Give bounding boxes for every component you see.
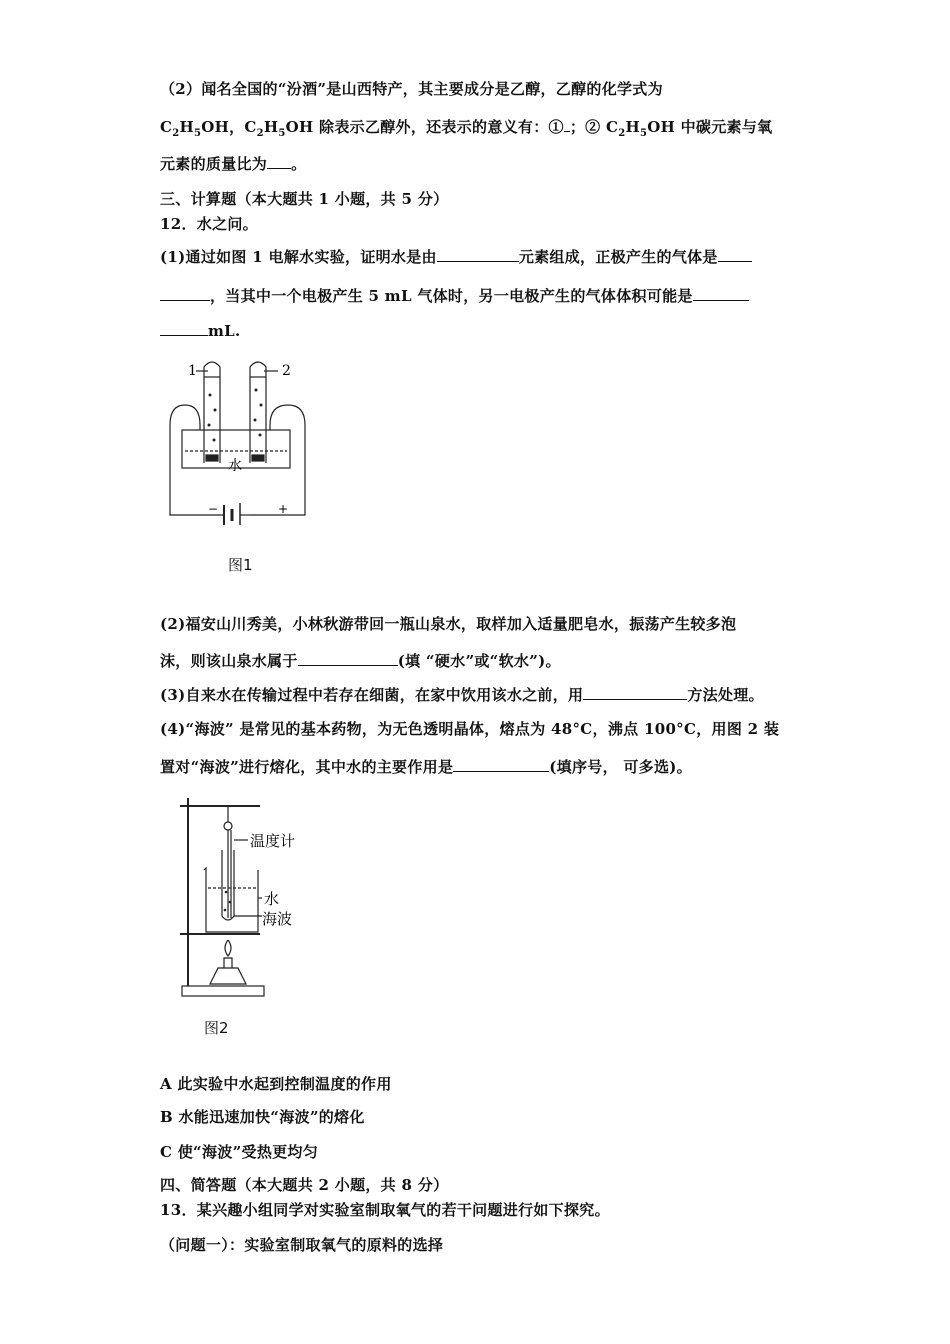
fig2-thermometer-label: 温度计 (250, 832, 296, 850)
option-b: B 水能迅速加快“海波”的熔化 (160, 1108, 365, 1126)
figure-2-heating-apparatus (170, 792, 310, 1002)
fig1-label-2: 2 (282, 363, 291, 379)
q11-2-line3: 元素的质量比为 。 (160, 155, 307, 173)
section4-title: 四、简答题（本大题共 2 小题，共 8 分） (160, 1176, 449, 1194)
q12-p2-line2: 沫，则该山泉水属于 (填 “硬水”或“软水”)。 (160, 652, 561, 670)
q12-p4-line1: (4)“海波” 是常见的基本药物，为无色透明晶体，熔点为 48°C，沸点 100°C，用图 2 装 (160, 720, 780, 738)
q12-p1-line3: mL. (160, 321, 241, 340)
fig2-water-label: 水 (264, 890, 280, 908)
fig1-caption: 图1 (228, 556, 253, 574)
q11-2-line2: $C_2H_5OH$，$C_2H_5OH$ 除表示乙醇外，还表示的意义有：① ；② $C_2H_5OH$ 中碳元素与氧 (160, 118, 773, 139)
fig2-haibo-label: 海波 (262, 910, 293, 928)
fig1-plus: + (278, 502, 289, 516)
q11-2-line1: （2）闻名全国的“汾酒”是山西特产，其主要成分是乙醇，乙醇的化学式为 (160, 80, 663, 98)
q12-p4-line2: 置对“海波”进行熔化，其中水的主要作用是 (填序号， 可多选)。 (160, 758, 692, 776)
fig1-label-1: 1 (188, 363, 197, 379)
fig1-minus: − (208, 502, 219, 516)
figure-1-electrolysis (160, 355, 320, 525)
q13-sub-question: （问题一）：实验室制取氧气的原料的选择 (160, 1236, 444, 1254)
section3-title: 三、计算题（本大题共 1 小题，共 5 分） (160, 190, 449, 208)
fig1-water-label: 水 (228, 458, 242, 474)
q12-p3: (3)自来水在传输过程中若存在细菌，在家中饮用该水之前，用 方法处理。 (160, 686, 764, 704)
q13-title: 13．某兴趣小组同学对实验室制取氧气的若干问题进行如下探究。 (160, 1201, 610, 1219)
q12-p2-line1: (2)福安山川秀美，小林秋游带回一瓶山泉水，取样加入适量肥皂水，振荡产生较多泡 (160, 615, 737, 633)
q12-title: 12．水之问。 (160, 215, 258, 233)
option-a: A 此实验中水起到控制温度的作用 (160, 1075, 392, 1093)
fig2-caption: 图2 (204, 1019, 229, 1037)
q12-p1-line2: ，当其中一个电极产生 5 mL 气体时，另一电极产生的气体体积可能是 (160, 285, 749, 306)
q12-p1-line1: (1)通过如图 1 电解水实验，证明水是由 元素组成，正极产生的气体是 (160, 246, 752, 267)
option-c: C 使“海波”受热更均匀 (160, 1143, 319, 1161)
